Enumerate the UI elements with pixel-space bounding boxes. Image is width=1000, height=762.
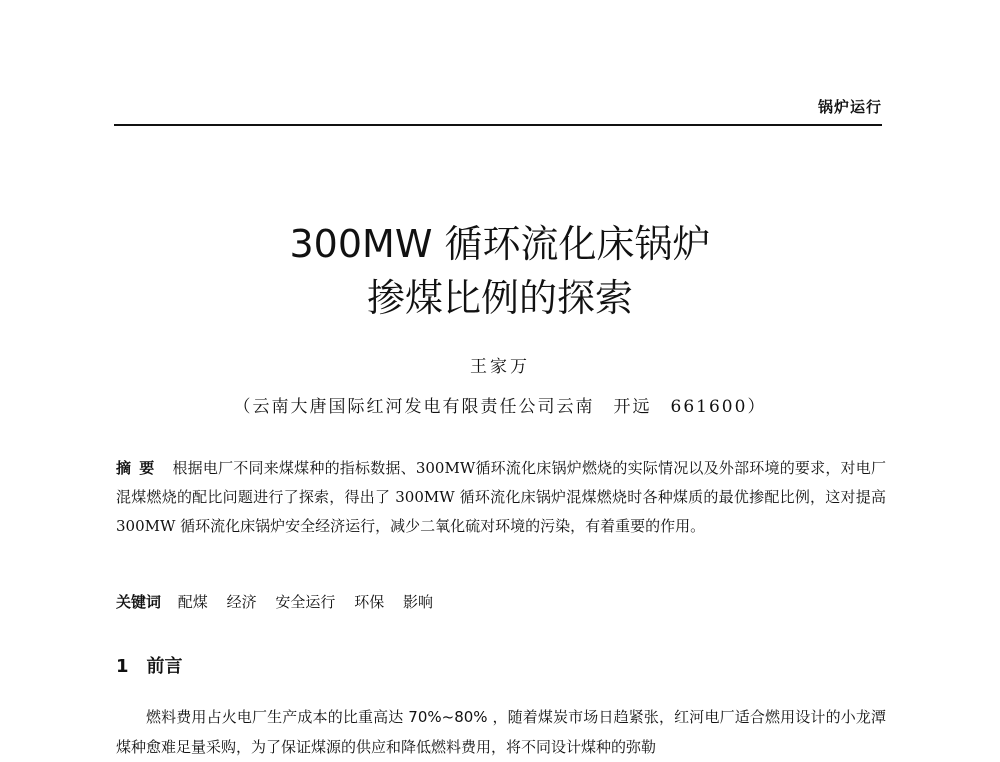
keyword: 经济 [226, 593, 257, 611]
paper-title-line-2: 掺煤比例的探索 [366, 276, 633, 320]
abstract-text: 根据电厂不同来煤煤种的指标数据、300MW循环流化床锅炉燃烧的实际情况以及外部环境的要求，对电厂混煤燃烧的配比问题进行了探索，得出了 300MW 循环流化床锅炉混煤燃烧时各种煤质的最优掺配比例，这对提高 300MW 循环流化床锅炉安全经济运行，减少二氧化硫对环境的污染，有着重要的作用。 [116, 459, 886, 535]
abstract [116, 454, 886, 541]
keyword: 安全运行 [275, 593, 336, 611]
keyword: 影响 [402, 593, 433, 611]
section-paragraph: 燃料费用占火电厂生产成本的比重高达 70%~80% ，随着煤炭市场日趋紧张，红河电厂适合燃用设计的小龙潭煤种愈难足量采购，为了保证煤源的供应和降低燃料费用，将不同设计煤种的弥勒 [116, 708, 886, 756]
author-affiliation: （云南大唐国际红河发电有限责任公司云南 开远 661600） [233, 397, 767, 417]
keyword: 配煤 [177, 593, 208, 611]
section-title: 前言 [146, 656, 183, 677]
author-name: 王家万 [470, 357, 530, 377]
paper-title-line-1: 300MW 循环流化床锅炉 [289, 222, 711, 266]
journal-section-label: 锅炉运行 [817, 98, 882, 116]
keywords-label: 关键词 [116, 593, 162, 611]
section-number: 1 [116, 656, 129, 677]
keywords [116, 590, 886, 614]
keyword: 环保 [354, 593, 385, 611]
header-rule [114, 124, 882, 126]
abstract-label: 摘要 [116, 459, 163, 477]
section-heading [116, 652, 183, 678]
